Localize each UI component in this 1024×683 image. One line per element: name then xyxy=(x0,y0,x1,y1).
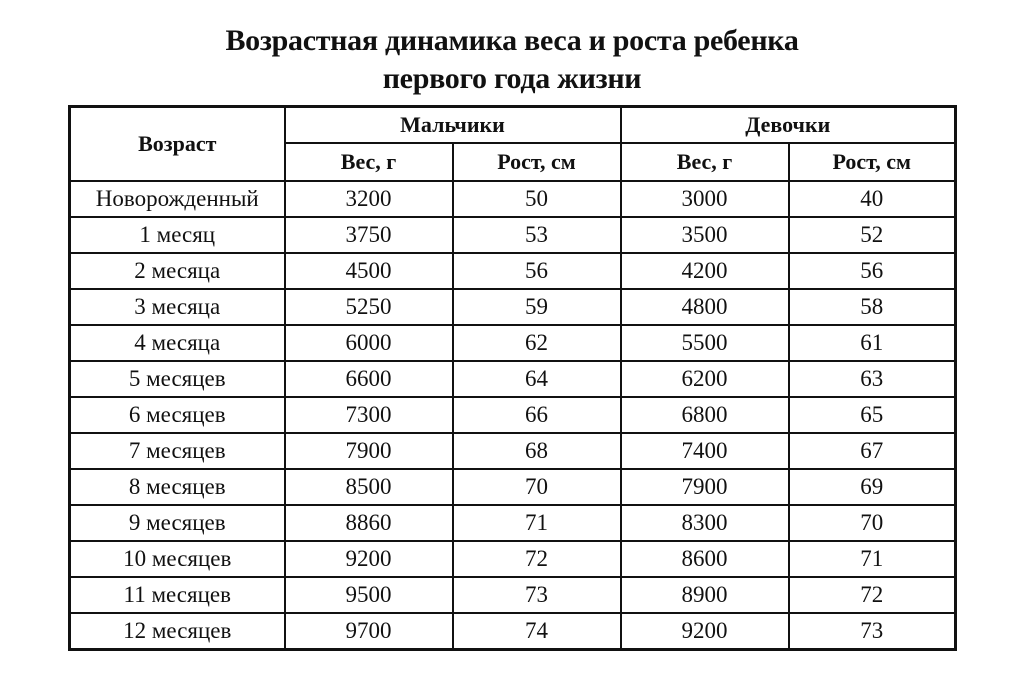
girls-weight-cell: 7900 xyxy=(621,469,789,505)
boys-height-cell: 66 xyxy=(453,397,621,433)
table-row xyxy=(70,397,956,433)
age-cell: 2 месяца xyxy=(70,253,285,289)
age-cell: 7 месяцев xyxy=(70,433,285,469)
boys-height-cell: 68 xyxy=(453,433,621,469)
girls-height-cell: 72 xyxy=(789,577,956,613)
boys-height-cell: 62 xyxy=(453,325,621,361)
girls-height-cell: 40 xyxy=(789,181,956,217)
boys-height-cell: 56 xyxy=(453,253,621,289)
age-cell: 3 месяца xyxy=(70,289,285,325)
table-row xyxy=(70,181,956,217)
age-cell: 5 месяцев xyxy=(70,361,285,397)
table-row xyxy=(70,361,956,397)
age-cell: 4 месяца xyxy=(70,325,285,361)
boys-weight-cell: 9700 xyxy=(285,613,453,650)
header-row-groups xyxy=(70,107,956,144)
girls-weight-header: Вес, г xyxy=(621,143,789,181)
boys-height-cell: 74 xyxy=(453,613,621,650)
girls-weight-cell: 6800 xyxy=(621,397,789,433)
girls-height-cell: 56 xyxy=(789,253,956,289)
table-row xyxy=(70,433,956,469)
boys-weight-cell: 5250 xyxy=(285,289,453,325)
boys-weight-cell: 4500 xyxy=(285,253,453,289)
girls-height-cell: 67 xyxy=(789,433,956,469)
girls-weight-cell: 3000 xyxy=(621,181,789,217)
boys-weight-cell: 9500 xyxy=(285,577,453,613)
girls-group-header: Девочки xyxy=(621,107,956,144)
girls-height-cell: 73 xyxy=(789,613,956,650)
boys-height-cell: 64 xyxy=(453,361,621,397)
boys-weight-cell: 9200 xyxy=(285,541,453,577)
age-cell: 10 месяцев xyxy=(70,541,285,577)
table-row xyxy=(70,289,956,325)
girls-weight-cell: 6200 xyxy=(621,361,789,397)
table-body xyxy=(70,181,956,650)
boys-weight-cell: 3750 xyxy=(285,217,453,253)
boys-weight-cell: 8500 xyxy=(285,469,453,505)
boys-height-cell: 59 xyxy=(453,289,621,325)
table-row xyxy=(70,253,956,289)
growth-table xyxy=(68,105,957,651)
girls-weight-cell: 4200 xyxy=(621,253,789,289)
girls-height-cell: 65 xyxy=(789,397,956,433)
table-row xyxy=(70,541,956,577)
boys-weight-cell: 7300 xyxy=(285,397,453,433)
girls-height-cell: 70 xyxy=(789,505,956,541)
girls-weight-cell: 8600 xyxy=(621,541,789,577)
boys-weight-cell: 6600 xyxy=(285,361,453,397)
table-row xyxy=(70,613,956,650)
girls-height-cell: 52 xyxy=(789,217,956,253)
boys-height-cell: 71 xyxy=(453,505,621,541)
girls-weight-cell: 3500 xyxy=(621,217,789,253)
boys-group-header: Мальчики xyxy=(285,107,621,144)
boys-weight-cell: 7900 xyxy=(285,433,453,469)
girls-height-cell: 61 xyxy=(789,325,956,361)
girls-height-cell: 71 xyxy=(789,541,956,577)
girls-height-header: Рост, см xyxy=(789,143,956,181)
age-cell: 12 месяцев xyxy=(70,613,285,650)
age-cell: 11 месяцев xyxy=(70,577,285,613)
girls-weight-cell: 9200 xyxy=(621,613,789,650)
girls-weight-cell: 8900 xyxy=(621,577,789,613)
age-cell: 8 месяцев xyxy=(70,469,285,505)
table-row xyxy=(70,217,956,253)
boys-weight-header: Вес, г xyxy=(285,143,453,181)
title-line-2: первого года жизни xyxy=(382,62,642,95)
girls-height-cell: 63 xyxy=(789,361,956,397)
girls-height-cell: 58 xyxy=(789,289,956,325)
age-column-header: Возраст xyxy=(70,107,285,182)
age-cell: 1 месяц xyxy=(70,217,285,253)
age-cell: Новорожденный xyxy=(70,181,285,217)
age-cell: 6 месяцев xyxy=(70,397,285,433)
title-line-1: Возрастная динамика веса и роста ребенка xyxy=(225,24,799,57)
boys-height-cell: 72 xyxy=(453,541,621,577)
table-row xyxy=(70,577,956,613)
table-row xyxy=(70,505,956,541)
boys-height-cell: 53 xyxy=(453,217,621,253)
boys-height-header: Рост, см xyxy=(453,143,621,181)
boys-weight-cell: 3200 xyxy=(285,181,453,217)
boys-weight-cell: 8860 xyxy=(285,505,453,541)
table-row xyxy=(70,325,956,361)
girls-weight-cell: 7400 xyxy=(621,433,789,469)
boys-height-cell: 73 xyxy=(453,577,621,613)
girls-weight-cell: 5500 xyxy=(621,325,789,361)
table-row xyxy=(70,469,956,505)
boys-height-cell: 50 xyxy=(453,181,621,217)
boys-weight-cell: 6000 xyxy=(285,325,453,361)
page-title xyxy=(0,22,1024,98)
girls-weight-cell: 4800 xyxy=(621,289,789,325)
girls-height-cell: 69 xyxy=(789,469,956,505)
girls-weight-cell: 8300 xyxy=(621,505,789,541)
boys-height-cell: 70 xyxy=(453,469,621,505)
age-cell: 9 месяцев xyxy=(70,505,285,541)
